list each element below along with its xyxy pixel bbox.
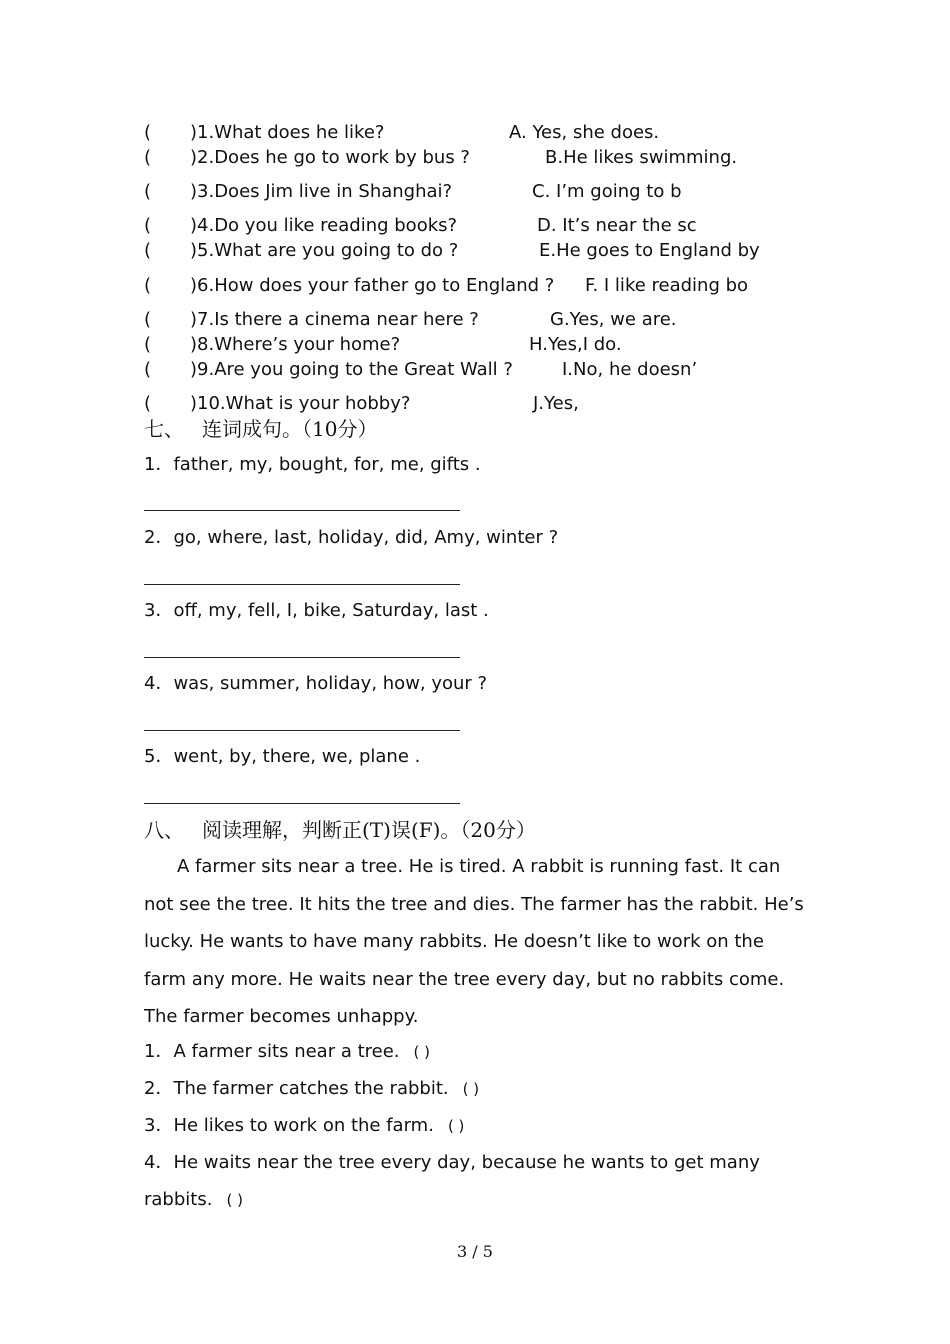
tf-answer-blank[interactable]: ( ) bbox=[413, 1043, 431, 1061]
answer-paren: ( bbox=[144, 215, 152, 236]
answer-paren: ( bbox=[144, 147, 152, 168]
answer-paren: ( bbox=[144, 122, 152, 143]
matching-question: )4.Do you like reading books? bbox=[190, 215, 458, 236]
matching-answer: H.Yes,I do. bbox=[529, 334, 622, 355]
answer-paren: ( bbox=[144, 309, 152, 330]
matching-question: )7.Is there a cinema near here ? bbox=[190, 309, 479, 330]
matching-answer: D. It’s near the sc bbox=[537, 215, 697, 236]
tf-statement: 3．He likes to work on the farm. bbox=[144, 1115, 434, 1136]
matching-question: )8.Where’s your home? bbox=[190, 334, 401, 355]
answer-line[interactable] bbox=[144, 730, 460, 731]
section-7-heading bbox=[144, 416, 377, 442]
reorder-item: 5．went, by, there, we, plane . bbox=[144, 746, 421, 767]
answer-line[interactable] bbox=[144, 657, 460, 658]
answer-line[interactable] bbox=[144, 510, 460, 511]
reorder-item: 3．off, my, fell, I, bike, Saturday, last . bbox=[144, 600, 489, 621]
matching-question: )9.Are you going to the Great Wall ? bbox=[190, 359, 513, 380]
matching-question: )5.What are you going to do ? bbox=[190, 240, 459, 261]
matching-answer: I.No, he doesn’ bbox=[562, 359, 698, 380]
section-number: 八、 bbox=[144, 818, 184, 842]
matching-question: )6.How does your father go to England ? bbox=[190, 275, 555, 296]
matching-question: )10.What is your hobby? bbox=[190, 393, 411, 414]
matching-answer: J.Yes, bbox=[533, 393, 579, 414]
reading-passage bbox=[144, 848, 804, 1036]
matching-answer: A. Yes, she does. bbox=[509, 122, 660, 143]
answer-paren: ( bbox=[144, 275, 152, 296]
matching-question: )1.What does he like? bbox=[190, 122, 385, 143]
answer-line[interactable] bbox=[144, 803, 460, 804]
tf-statement: 1．A farmer sits near a tree. bbox=[144, 1041, 400, 1062]
answer-paren: ( bbox=[144, 359, 152, 380]
tf-statement: 2．The farmer catches the rabbit. bbox=[144, 1078, 449, 1099]
section-title: 连词成句。（10分） bbox=[202, 417, 378, 441]
matching-question: )3.Does Jim live in Shanghai? bbox=[190, 181, 453, 202]
answer-line[interactable] bbox=[144, 584, 460, 585]
reorder-item: 2．go, where, last, holiday, did, Amy, winter ? bbox=[144, 527, 559, 548]
section-number: 七、 bbox=[144, 417, 184, 441]
section-8-heading bbox=[144, 817, 536, 843]
tf-answer-blank[interactable]: ( ) bbox=[226, 1191, 243, 1209]
reorder-item: 1．father, my, bought, for, me, gifts . bbox=[144, 454, 481, 475]
tf-statement: 4．He waits near the tree every day, because he wants to get many rabbits. bbox=[144, 1152, 760, 1210]
tf-item bbox=[144, 1033, 814, 1071]
matching-question: )2.Does he go to work by bus ? bbox=[190, 147, 470, 168]
matching-answer: C. I’m going to b bbox=[532, 181, 682, 202]
matching-answer: G.Yes, we are. bbox=[550, 309, 677, 330]
answer-paren: ( bbox=[144, 334, 152, 355]
answer-paren: ( bbox=[144, 240, 152, 261]
tf-answer-blank[interactable]: ( ) bbox=[447, 1117, 465, 1135]
reorder-item: 4．was, summer, holiday, how, your ? bbox=[144, 673, 488, 694]
matching-answer: F. I like reading bo bbox=[585, 275, 749, 296]
tf-item bbox=[144, 1144, 814, 1219]
tf-item bbox=[144, 1070, 814, 1108]
matching-answer: B.He likes swimming. bbox=[545, 147, 738, 168]
answer-paren: ( bbox=[144, 393, 152, 414]
matching-answer: E.He goes to England by bbox=[539, 240, 760, 261]
passage-text: A farmer sits near a tree. He is tired. A rabbit is running fast. It can not see the tree. It hits the tree and dies. The farmer has the rabbit. He’s lucky. He wants to have many rabbits. He doesn’t like to work on the farm any more. He waits near the tree every day, but no rabbits come. The farmer becomes unhappy. bbox=[144, 856, 804, 1027]
tf-answer-blank[interactable]: ( ) bbox=[462, 1080, 480, 1098]
page-number: 3 / 5 bbox=[457, 1242, 493, 1261]
tf-item bbox=[144, 1107, 814, 1145]
section-title: 阅读理解，判断正(T)误(F)。（20分） bbox=[202, 818, 536, 842]
answer-paren: ( bbox=[144, 181, 152, 202]
